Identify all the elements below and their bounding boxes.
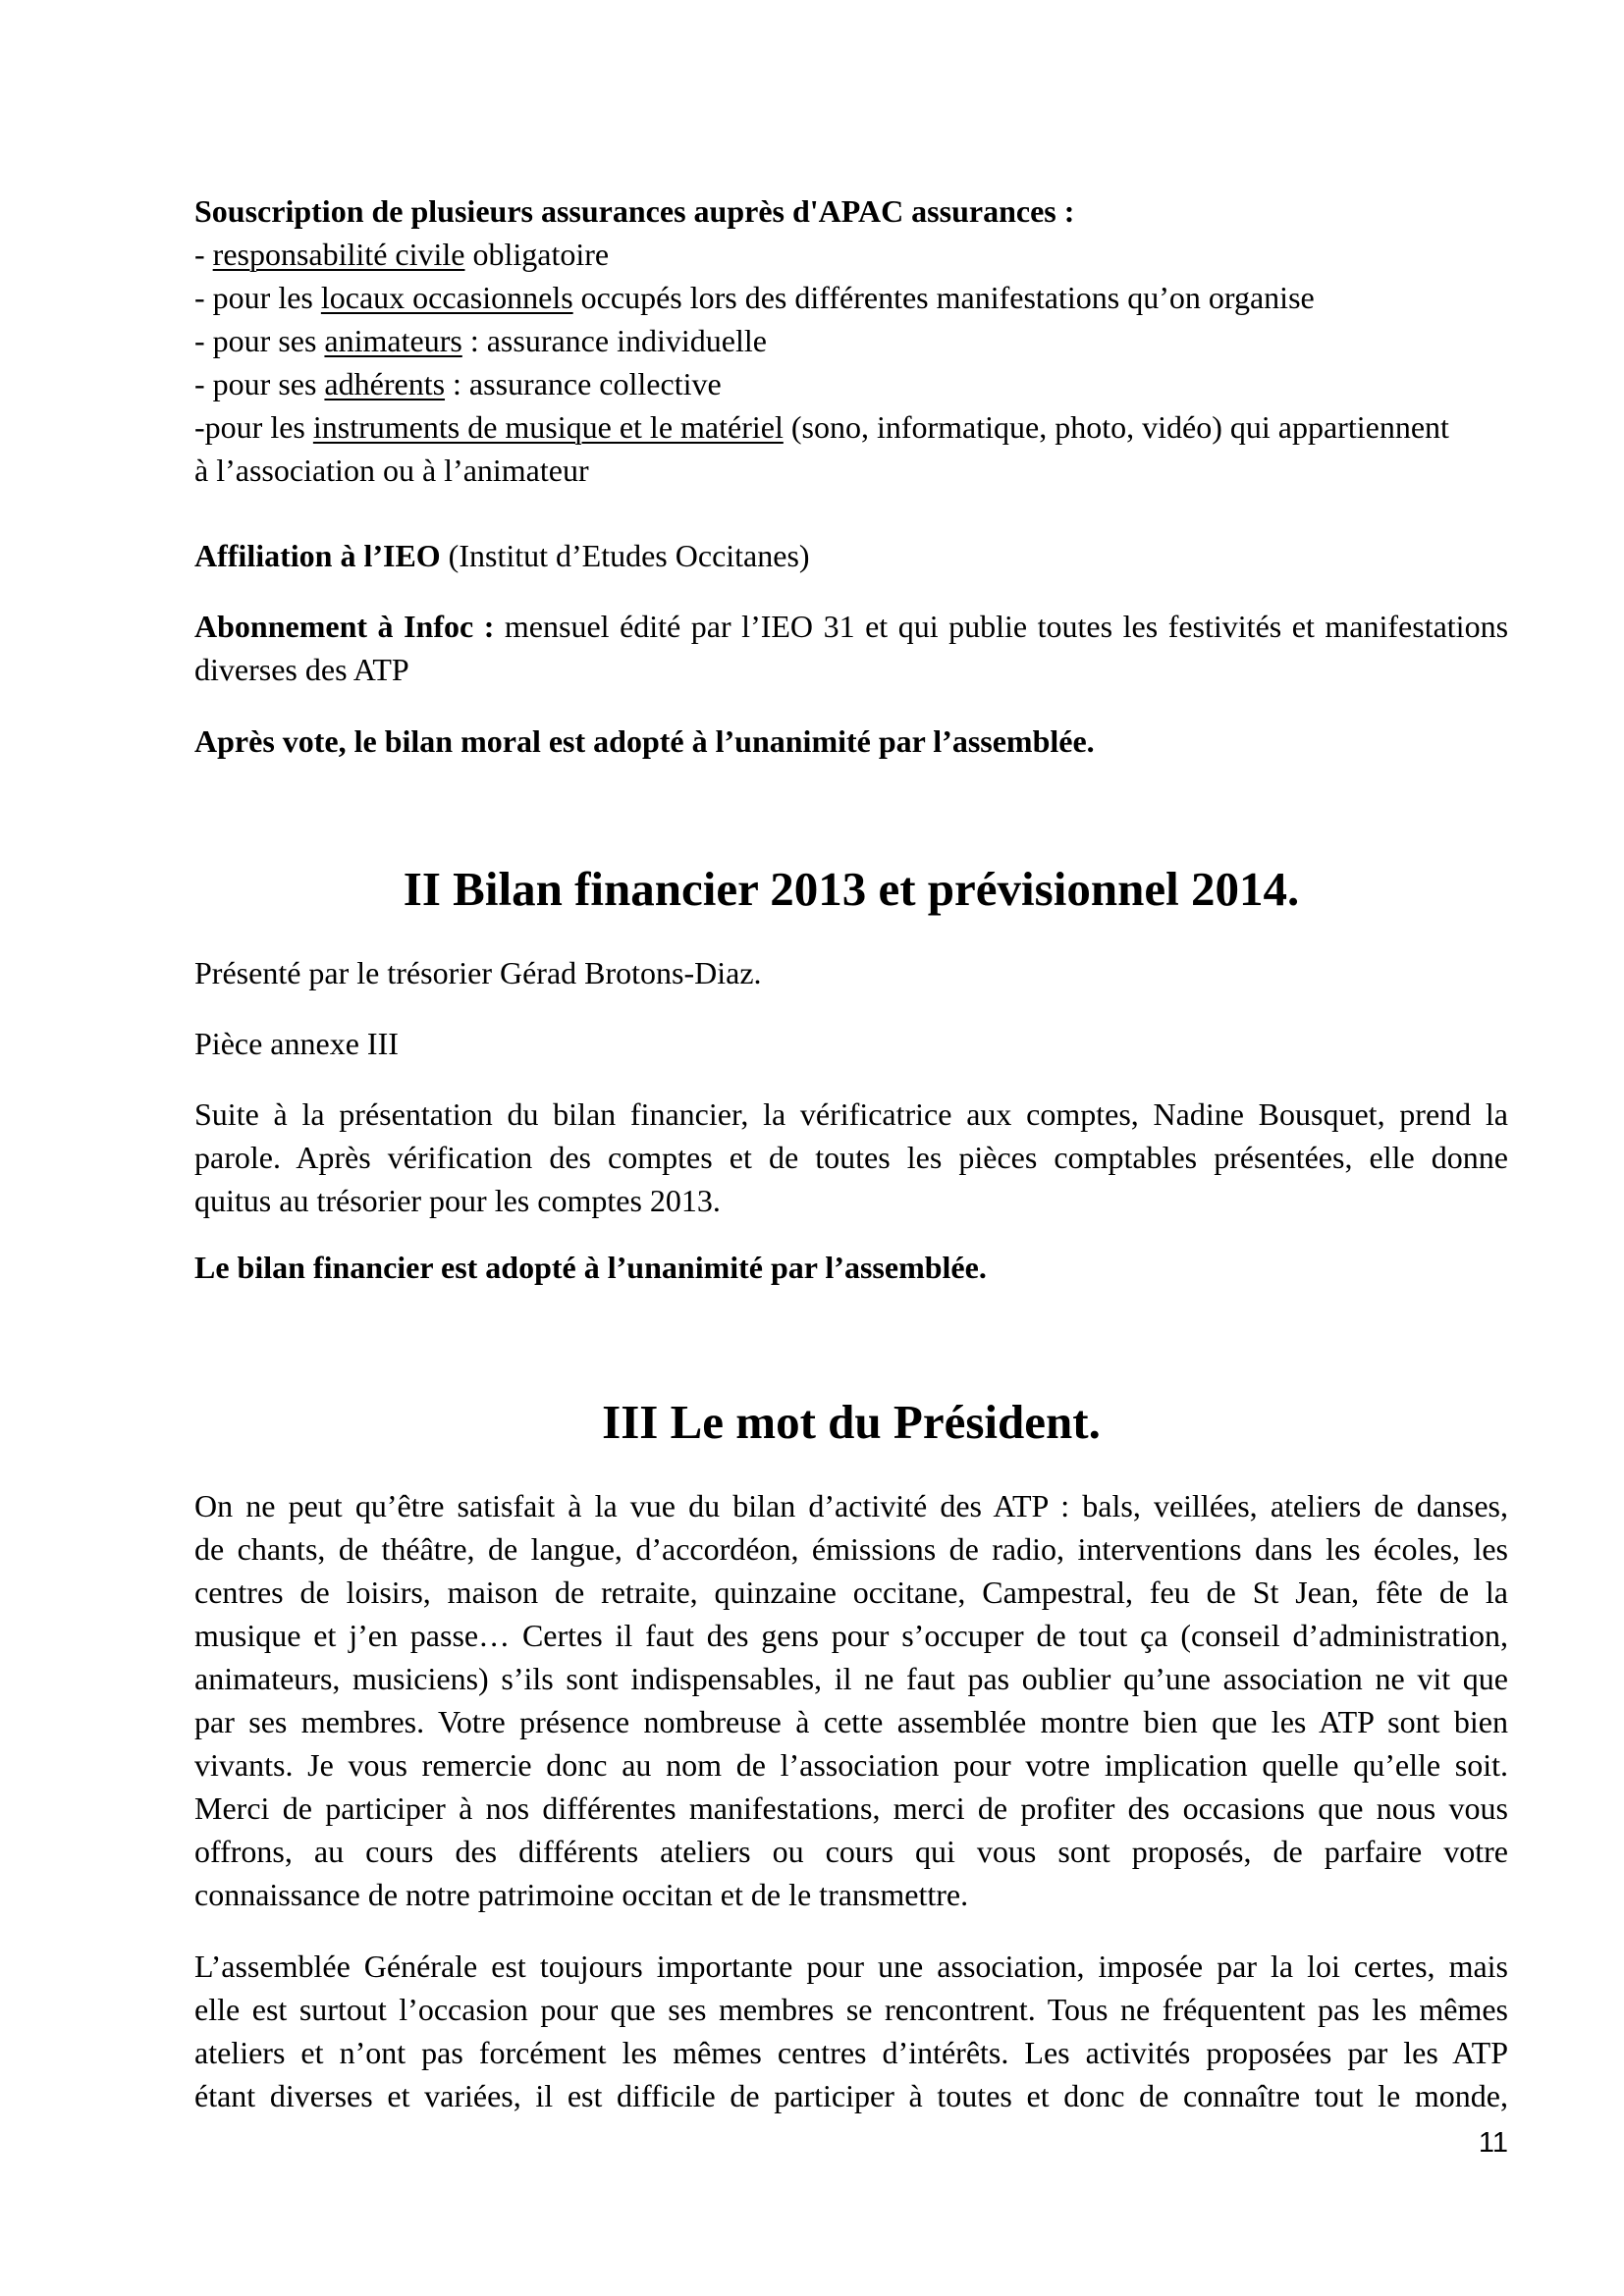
section-heading-financial-report: II Bilan financier 2013 et prévisionnel 2014. bbox=[403, 862, 1300, 916]
subscription-paragraph bbox=[194, 605, 1508, 691]
paragraph-line: animateurs, musiciens) s’ils sont indispensables, il ne faut pas oublier qu’une association ne vit que bbox=[194, 1661, 1508, 1696]
president-paragraph-2 bbox=[194, 1945, 1508, 2117]
paragraph-line: On ne peut qu’être satisfait à la vue du bilan d’activité des ATP : bals, veillées, ateliers de danses, bbox=[194, 1488, 1508, 1523]
moral-report-vote: Après vote, le bilan moral est adopté à l’unanimité par l’assemblée. bbox=[194, 723, 1095, 759]
section-heading-president-word: III Le mot du Président. bbox=[602, 1395, 1101, 1449]
paragraph-line: étant diverses et variées, il est difficile de participer à toutes et donc de connaître tout le monde, bbox=[194, 2078, 1508, 2113]
insurance-title: Souscription de plusieurs assurances auprès d'APAC assurances : bbox=[194, 193, 1075, 229]
paragraph-line: L’assemblée Générale est toujours importante pour une association, imposée par la loi certes, mais bbox=[194, 1949, 1508, 1984]
presented-by: Présenté par le trésorier Gérad Brotons-Diaz. bbox=[194, 955, 762, 990]
financial-report-vote: Le bilan financier est adopté à l’unanimité par l’assemblée. bbox=[194, 1250, 987, 1285]
item-underlined-term: adhérents bbox=[324, 366, 446, 401]
item-prefix: - pour ses bbox=[194, 323, 325, 358]
item-prefix: - pour ses bbox=[194, 366, 325, 401]
paragraph-line: connaissance de notre patrimoine occitan et de le transmettre. bbox=[194, 1877, 969, 1912]
paragraph-line: centres de loisirs, maison de retraite, quinzaine occitane, Campestral, feu de St Jean, fête de la bbox=[194, 1575, 1508, 1610]
item-suffix: (sono, informatique, photo, vidéo) qui appartiennent bbox=[783, 409, 1449, 445]
item-underlined-term: instruments de musique et le matériel bbox=[312, 409, 784, 445]
insurance-item-continuation: à l’association ou à l’animateur bbox=[194, 453, 589, 488]
insurance-item bbox=[194, 362, 1508, 405]
affiliation-label: Affiliation à l’IEO bbox=[194, 538, 441, 573]
item-underlined-term: responsabilité civile bbox=[212, 237, 465, 272]
annex-reference: Pièce annexe III bbox=[194, 1026, 399, 1061]
paragraph-line: parole. Après vérification des comptes et de toutes les pièces comptables présentées, elle donne bbox=[194, 1140, 1508, 1175]
paragraph-line: par ses membres. Votre présence nombreuse à cette assemblée montre bien que les ATP sont bien bbox=[194, 1704, 1508, 1739]
president-paragraph-1 bbox=[194, 1484, 1508, 1916]
paragraph-line: Suite à la présentation du bilan financier, la vérificatrice aux comptes, Nadine Bousquet, prend la bbox=[194, 1096, 1508, 1132]
subscription-label: Abonnement à Infoc : bbox=[194, 609, 495, 644]
paragraph-line: ateliers et n’ont pas forcément les mêmes centres d’intérêts. Les activités proposées par les ATP bbox=[194, 2035, 1508, 2070]
insurance-section bbox=[194, 189, 1508, 492]
insurance-item bbox=[194, 319, 1508, 362]
item-suffix: occupés lors des différentes manifestations qu’on organise bbox=[572, 280, 1315, 315]
affiliation-paragraph bbox=[194, 534, 1508, 577]
item-suffix: : assurance collective bbox=[445, 366, 722, 401]
insurance-item bbox=[194, 276, 1508, 319]
subscription-text: mensuel édité par l’IEO 31 et qui publie toutes les festivités et bbox=[494, 609, 1315, 644]
paragraph-line: de chants, de théâtre, de langue, d’accordéon, émissions de radio, interventions dans les écoles, les bbox=[194, 1531, 1508, 1567]
item-suffix: : assurance individuelle bbox=[461, 323, 767, 358]
insurance-item bbox=[194, 233, 1508, 276]
verification-paragraph bbox=[194, 1093, 1508, 1222]
item-prefix: - pour les bbox=[194, 280, 321, 315]
insurance-item bbox=[194, 405, 1508, 449]
paragraph-line: quitus au trésorier pour les comptes 2013. bbox=[194, 1183, 721, 1218]
subscription-text-continued: manifestations diverses des ATP bbox=[194, 609, 1509, 687]
item-prefix: - bbox=[194, 237, 213, 272]
paragraph-line: musique et j’en passe… Certes il faut des gens pour s’occuper de tout ça (conseil d’administration, bbox=[194, 1618, 1508, 1653]
affiliation-text: (Institut d’Etudes Occitanes) bbox=[440, 538, 810, 573]
item-suffix: obligatoire bbox=[464, 237, 610, 272]
page-number: 11 bbox=[1478, 2127, 1508, 2159]
item-prefix: -pour les bbox=[194, 409, 313, 445]
paragraph-line: elle est surtout l’occasion pour que ses membres se rencontrent. Tous ne fréquentent pas les mêmes bbox=[194, 1992, 1508, 2027]
item-underlined-term: locaux occasionnels bbox=[320, 280, 573, 315]
paragraph-line: Merci de participer à nos différentes manifestations, merci de profiter des occasions que nous vous bbox=[194, 1790, 1508, 1826]
paragraph-line: vivants. Je vous remercie donc au nom de l’association pour votre implication quelle qu’elle soit. bbox=[194, 1747, 1508, 1783]
item-underlined-term: animateurs bbox=[324, 323, 462, 358]
paragraph-line: offrons, au cours des différents ateliers ou cours qui vous sont proposés, de parfaire votre bbox=[194, 1834, 1508, 1869]
